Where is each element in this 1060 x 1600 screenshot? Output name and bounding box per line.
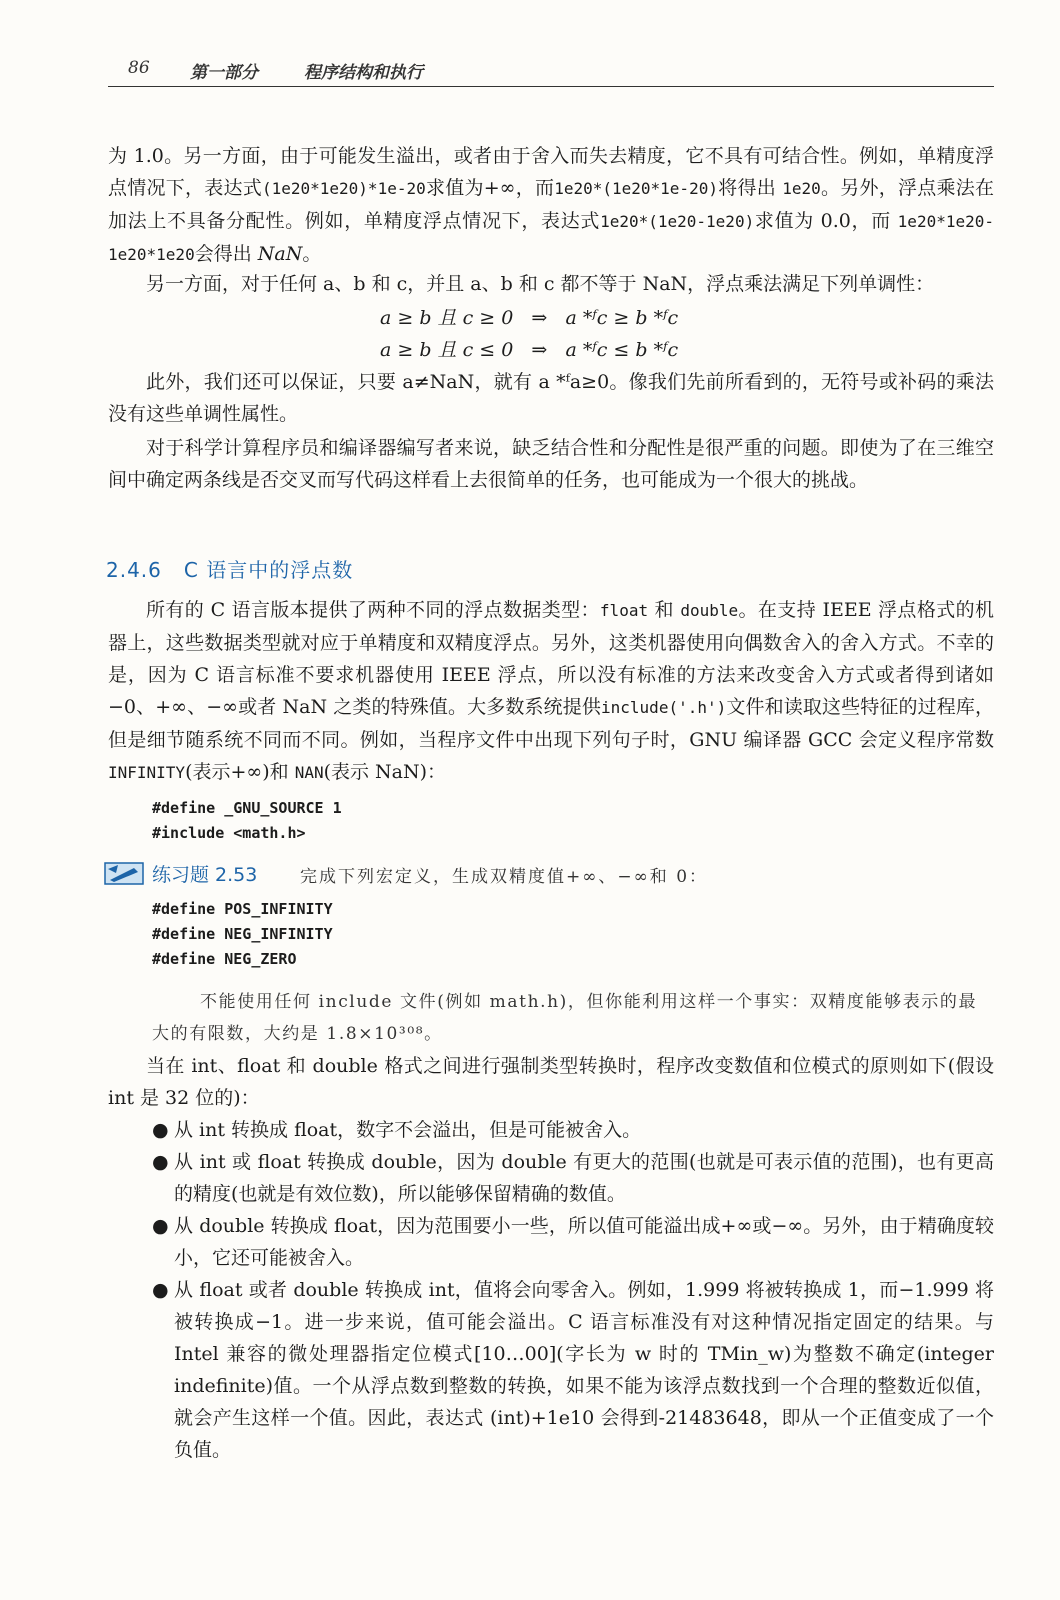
header-title: 程序结构和执行	[304, 63, 423, 83]
list-item: ● 从 float 或者 double 转换成 int，值将会向零舍入。例如，1.999 将被转换成 1，而−1.999 将被转换成−1。进一步来说，值可能会溢出。C 语言标准没有对这种情况指定固定的结果。与 Intel 兼容的微处理器指定位模式[10…00](字长为 w 时的 TMin_w)为整数不确定(integer indefinite)值。一个从浮点数到整数的转换，如果不能为该浮点数找到一个合理的整数近似值，就会产生这样一个值。因此，表达式 (int)+1e10 会得到-21483648，即从一个正值变成了一个负值。	[108, 1274, 994, 1466]
bullet-icon: ●	[152, 1279, 169, 1301]
exercise-heading	[104, 858, 1004, 890]
section-heading	[106, 554, 353, 583]
paragraph-monotonicity: 另一方面，对于任何 a、b 和 c，并且 a、b 和 c 都不等于 NaN，浮点乘法满足下列单调性：	[146, 273, 935, 295]
exercise-note: 不能使用任何 include 文件(例如 math.h)，但你能利用这样一个事实：双精度能够表示的最大的有限数，大约是 1.8×10³⁰⁸。	[152, 992, 978, 1044]
exercise-label: 练习题 2.53	[152, 864, 258, 886]
paragraph-casting: 当在 int、float 和 double 格式之间进行强制类型转换时，程序改变数值和位模式的原则如下(假设 int 是 32 位的)：	[108, 1055, 994, 1109]
bullet-icon: ●	[152, 1215, 169, 1237]
bullet-icon: ●	[152, 1151, 169, 1173]
paragraph-associativity: 为 1.0。另一方面，由于可能发生溢出，或者由于舍入而失去精度，它不具有可结合性。例如，单精度浮点情况下，表达式(1e20*1e20)*1e-20求值为+∞，而1e20*(1e20*1e-20)将得出 1e20。另外，浮点乘法在加法上不具备分配性。例如，单精度浮点情况下，表达式1e20*(1e20-1e20)求值为 0.0，而 1e20*1e20-1e20*1e20会得出 NaN。	[108, 145, 994, 265]
bullet-icon: ●	[152, 1119, 169, 1141]
list-item: ● 从 int 转换成 float，数字不会溢出，但是可能被舍入。	[108, 1114, 994, 1146]
paragraph-challenge: 对于科学计算程序员和编译器编写者来说，缺乏结合性和分配性是很严重的问题。即使为了在三维空间中确定两条线是否交叉而写代码这样看上去很简单的任务，也可能成为一个很大的挑战。	[108, 437, 994, 491]
exercise-pencil-icon	[104, 860, 144, 886]
section-title: C 语言中的浮点数	[183, 558, 354, 582]
paragraph-c-floats: 所有的 C 语言版本提供了两种不同的浮点数据类型：float 和 double。在支持 IEEE 浮点格式的机器上，这些数据类型就对应于单精度和双精度浮点。另外，这类机器使用向偶数舍入的舍入方式。不幸的是，因为 C 语言标准不要求机器使用 IEEE 浮点，所以没有标准的方法来改变舍入方式或者得到诸如−0、+∞、−∞或者 NaN 之类的特殊值。大多数系统提供include('.h')文件和读取这些特征的过程库，但是细节随系统不同而不同。例如，当程序文件中出现下列句子时，GNU 编译器 GCC 会定义程序常数 INFINITY(表示+∞)和 NAN(表示 NaN)：	[108, 599, 994, 783]
conversion-rules-list	[108, 1114, 994, 1466]
paragraph-guarantee: 此外，我们还可以保证，只要 a≠NaN，就有 a *ᶠa≥0。像我们先前所看到的，无符号或补码的乘法没有这些单调性属性。	[108, 371, 994, 425]
header-part: 第一部分	[190, 63, 258, 83]
section-number: 2.4.6	[106, 558, 162, 582]
code-block-defines: #define _GNU_SOURCE 1 #include <math.h>	[152, 799, 342, 842]
code-block-exercise: #define POS_INFINITY #define NEG_INFINITY #define NEG_ZERO	[152, 900, 333, 968]
exercise-text: 完成下列宏定义，生成双精度值+∞、−∞和 0：	[300, 867, 709, 887]
list-item: ● 从 double 转换成 float，因为范围要小一些，所以值可能溢出成+∞或−∞。另外，由于精确度较小，它还可能被舍入。	[108, 1210, 994, 1274]
formula-1: a ≥ b 且 c ≥ 0 ⇒ a *ᶠc ≥ b *ᶠc	[380, 307, 679, 329]
list-item: ● 从 int 或 float 转换成 double，因为 double 有更大的范围(也就是可表示值的范围)，也有更高的精度(也就是有效位数)，所以能够保留精确的数值。	[108, 1146, 994, 1210]
page-number: 86	[128, 58, 150, 78]
running-header	[108, 54, 994, 87]
formula-2: a ≥ b 且 c ≤ 0 ⇒ a *ᶠc ≤ b *ᶠc	[380, 339, 679, 361]
